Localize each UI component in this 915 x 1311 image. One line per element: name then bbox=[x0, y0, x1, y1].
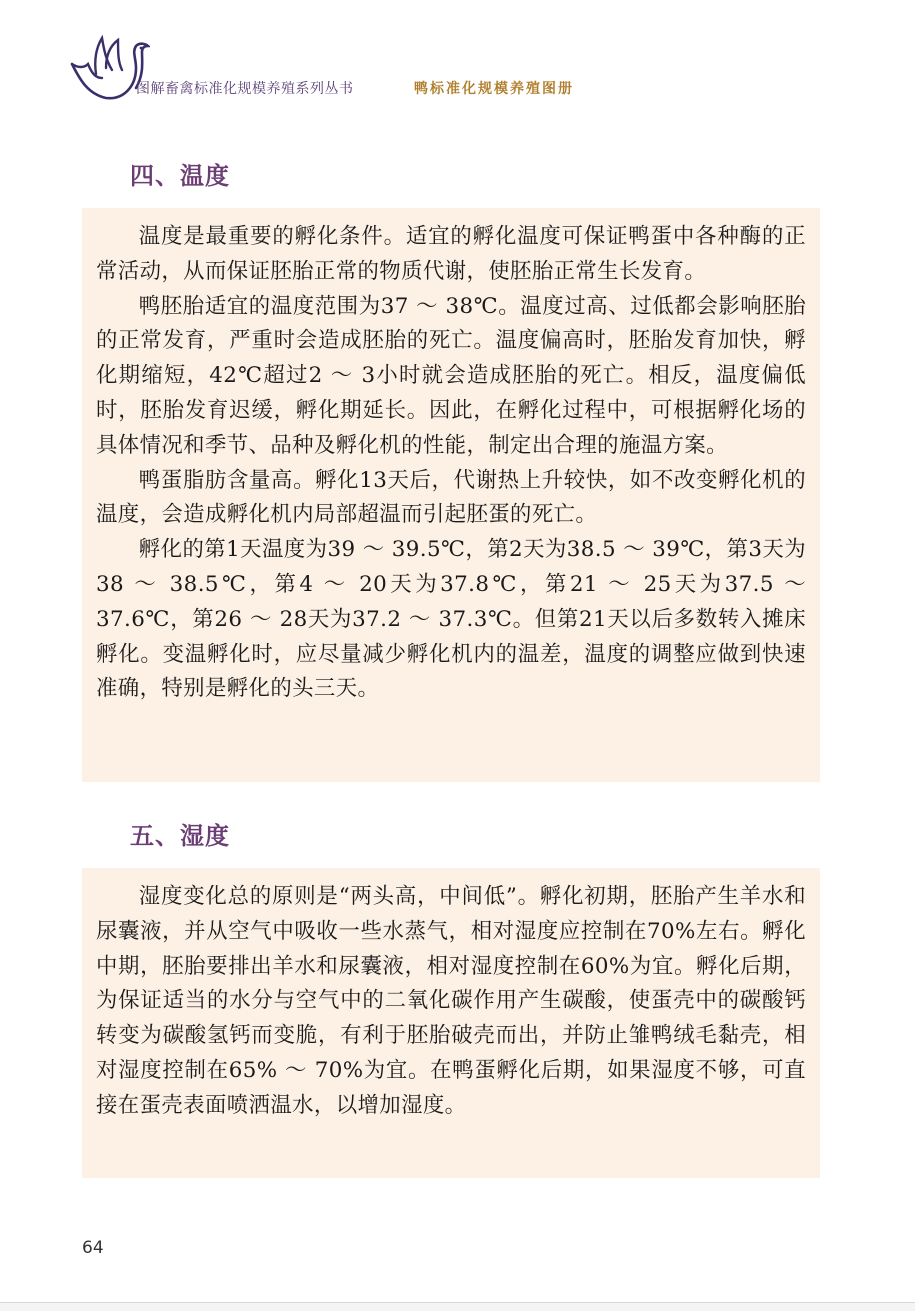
paragraph: 温度是最重要的孵化条件。适宜的孵化温度可保证鸭蛋中各种酶的正常活动，从而保证胚胎正常的物质代谢，使胚胎正常生长发育。 bbox=[96, 224, 806, 284]
temperature-text-box bbox=[82, 208, 820, 782]
page-number: 64 bbox=[82, 1238, 104, 1258]
paragraph: 湿度变化总的原则是“两头高，中间低”。孵化初期，胚胎产生羊水和尿囊液，并从空气中吸收一些水蒸气，相对湿度应控制在70%左右。孵化中期，胚胎要排出羊水和尿囊液，相对湿度控制在60%为宜。孵化后期，为保证适当的水分与空气中的二氧化碳作用产生碳酸，使蛋壳中的碳酸钙转变为碳酸氢钙而变脆，有利于胚胎破壳而出，并防止雏鸭绒毛黏壳，相对湿度控制在65% ～ 70%为宜。在鸭蛋孵化后期，如果湿度不够，可直接在蛋壳表面喷洒温水，以增加湿度。 bbox=[96, 884, 806, 1118]
paragraph: 鸭蛋脂肪含量高。孵化13天后，代谢热上升较快，如不改变孵化机的温度，会造成孵化机内局部超温而引起胚蛋的死亡。 bbox=[96, 467, 806, 528]
section-heading-temperature: 四、温度 bbox=[130, 162, 230, 190]
paragraph: 孵化的第1天温度为39 ～ 39.5℃，第2天为38.5 ～ 39℃，第3天为38 ～ 38.5℃，第4 ～ 20天为37.8℃，第21 ～ 25天为37.5 ～ 37.6℃，第26 ～ 28天为37.2 ～ 37.3℃。但第21天以后多数转入摊床孵化。变温孵化时，应尽量减少孵化机内的温差，温度的调整应做到快速准确，特别是孵化的头三天。 bbox=[96, 537, 806, 702]
paragraph: 鸭胚胎适宜的温度范围为37 ～ 38℃。温度过高、过低都会影响胚胎的正常发育，严重时会造成胚胎的死亡。温度偏高时，胚胎发育加快，孵化期缩短，42℃超过2 ～ 3小时就会造成胚胎的死亡。相反，温度偏低时，胚胎发育迟缓，孵化期延长。因此，在孵化过程中，可根据孵化场的具体情况和季节、品种及孵化机的性能，制定出合理的施温方案。 bbox=[96, 293, 806, 458]
series-title: 图解畜禽标准化规模养殖系列丛书 bbox=[136, 81, 354, 97]
page-header bbox=[0, 0, 915, 120]
book-title: 鸭标准化规模养殖图册 bbox=[414, 81, 574, 97]
section-heading-humidity: 五、湿度 bbox=[130, 822, 230, 850]
humidity-text-box bbox=[82, 868, 820, 1178]
